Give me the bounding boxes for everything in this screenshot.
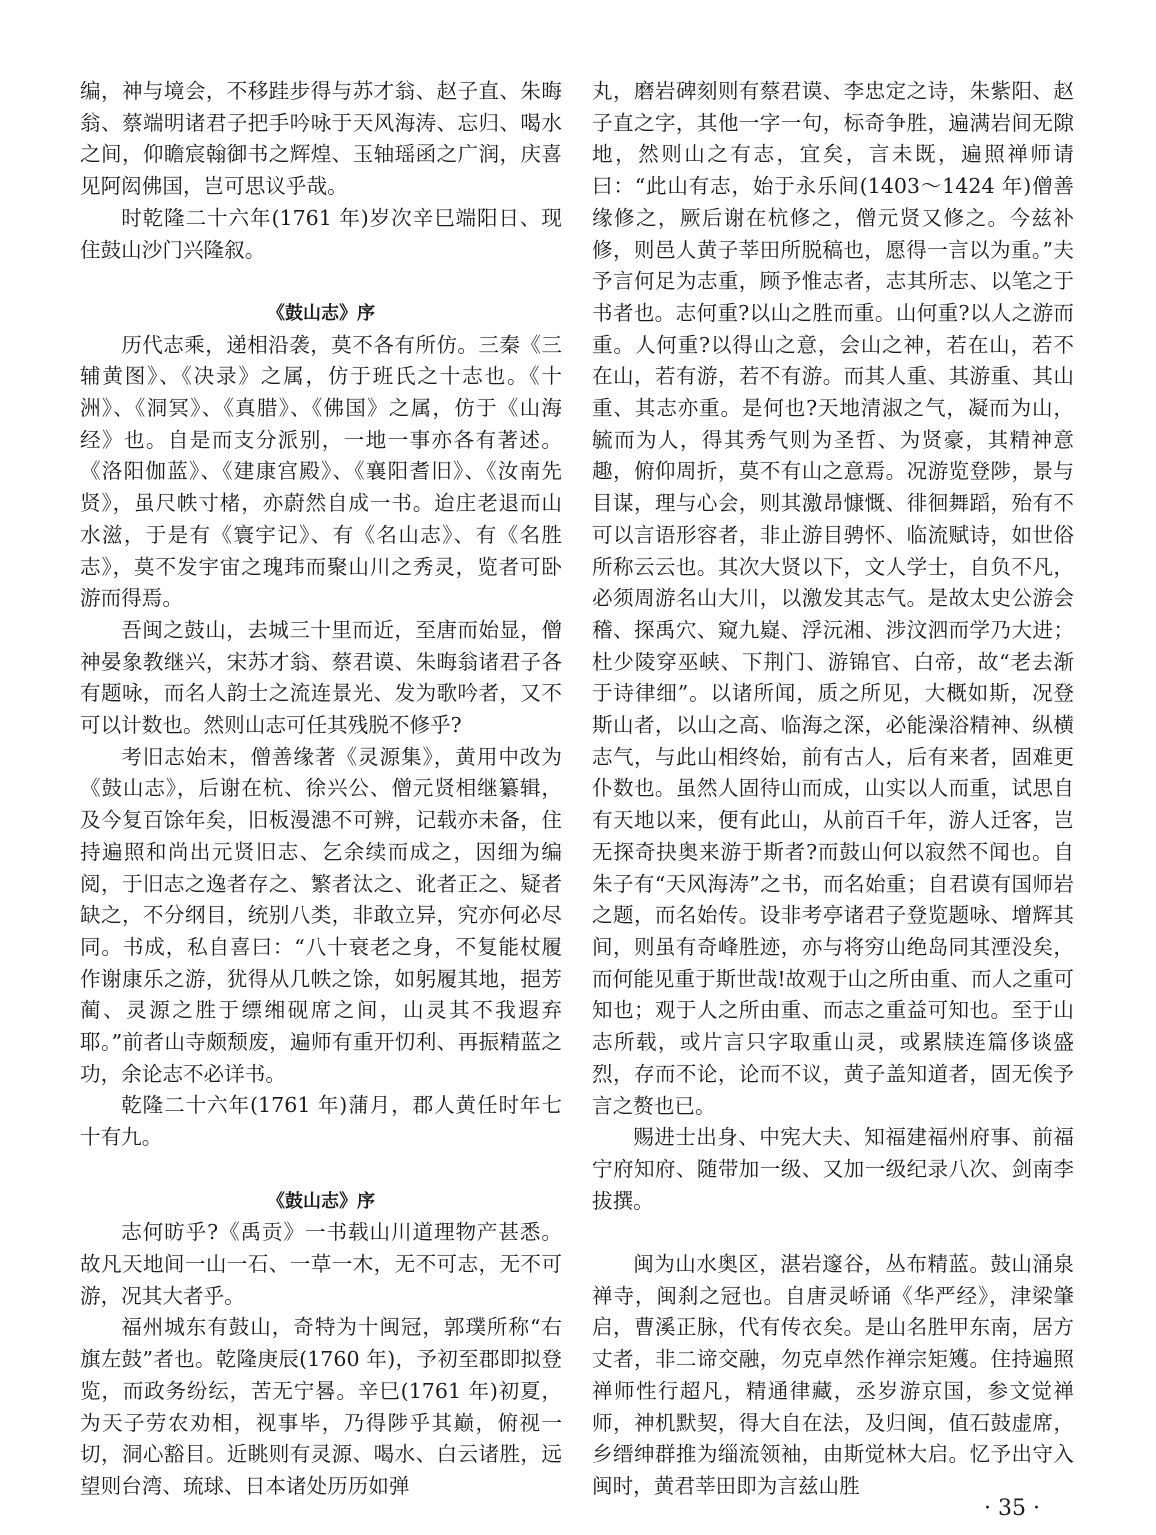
right-column bbox=[592, 76, 1074, 1503]
paragraph: 闽为山水奥区，湛岩邃谷，丛布精蓝。鼓山涌泉禅寺，闽刹之冠也。自唐灵峤诵《华严经》，津梁肇启，曹溪正脉，代有传衣矣。是山名胜甲东南，居方丈者，非二谛交融，勿克卓然作禅宗矩矱。住持遍照禅师性行超凡，精通律藏，丞岁游京国，参文觉禅师，神机默契，得大自在法，及归闽，值石鼓虚席，乡缙绅群推为缁流领袖，由斯觉林大启。忆予出守入闽时，黄君莘田即为言兹山胜 bbox=[592, 1252, 1074, 1498]
spacer bbox=[80, 1154, 562, 1186]
spacer bbox=[592, 1217, 1074, 1249]
paragraph: 乾隆二十六年(1761 年)蒲月，郡人黄任时年七十有九。 bbox=[80, 1093, 562, 1150]
paragraph: 志何昉乎?《禹贡》一书载山川道理物产甚悉。故凡天地间一山一石、一草一木，无不可志，无不可游，况其大者乎。 bbox=[80, 1220, 562, 1308]
spacer bbox=[80, 266, 562, 298]
paragraph: 赐进士出身、中宪大夫、知福建福州府事、前福宁府知府、随带加一级、又加一级纪录八次、剑南李拔撰。 bbox=[592, 1125, 1074, 1213]
paragraph: 福州城东有鼓山，奇特为十闽冠，郭璞所称“右旗左鼓”者也。乾隆庚辰(1760 年)，予初至郡即拟登览，而政务纷纭，苦无宁晷。辛巳(1761 年)初夏，为天子劳农劝相，视事毕，乃得陟乎其巅，俯视一切，洞心豁目。近眺则有灵源、喝水、白云诸胜，远望则台湾、琉球、日本诸处历历如弹 bbox=[80, 1315, 562, 1498]
paragraph: 考旧志始末，僧善缘著《灵源集》，黄用中改为《鼓山志》，后谢在杭、徐兴公、僧元贤相继纂辑，及今复百馀年矣，旧板漫漶不可辨，记载亦未备，住持遍照和尚出元贤旧志、乞余续而成之，因细为编阅，于旧志之逸者存之、繁者汰之、讹者正之、疑者缺之，不分纲目，统别八类，非敢立异，究亦何必尽同。书成，私自喜曰：“八十衰老之身，不复能杖履作谢康乐之游，犹得从几帙之馀，如躬履其地，挹芳蔺、灵源之胜于缥缃砚席之间，山灵其不我遐弃耶。”前者山寺颇颓废，遍师有重开忉利、再振精蓝之功，余论志不必详书。 bbox=[80, 744, 562, 1086]
page-number: · 35 · bbox=[984, 1496, 1040, 1521]
section-heading: 《鼓山志》序 bbox=[267, 1190, 375, 1212]
left-column bbox=[80, 76, 562, 1503]
section-heading: 《鼓山志》序 bbox=[267, 302, 375, 324]
paragraph: 丸，磨岩碑刻则有蔡君谟、李忠定之诗，朱紫阳、赵子直之字，其他一字一句，标奇争胜，遍满岩间无隙地，然则山之有志，宜矣，言未既，遍照禅师请曰：“此山有志，始于永乐间(1403～1424 年)僧善缘修之，厥后谢在杭修之，僧元贤又修之。今兹补修，则邑人黄子莘田所脱稿也，愿得一言以为重。”夫予言何足为志重，顾予惟志者，志其所志、以笔之于书者也。志何重?以山之胜而重。山何重?以人之游而重。人何重?以得山之意，会山之神，若在山，若不在山，若有游，若不有游。而其人重、其游重、其山重、其志亦重。是何也?天地清淑之气，凝而为山，毓而为人，得其秀气则为圣哲、为贤豪，其精神意趣，俯仰周折，莫不有山之意焉。况游览登陟，景与目谋，理与心会，则其激昂慷慨、徘徊舞蹈，殆有不可以言语形容者，非止游目骋怀、临流赋诗，如世俗所称云云也。其次大贤以下，文人学士，自负不凡，必须周游名山大川，以激发其志气。是故太史公游会稽、探禹穴、窥九嶷、浮沅湘、涉汶泗而学乃大进；杜少陵穿巫峡、下荆门、游锦官、白帝，故“老去渐于诗律细”。以诸所闻，质之所见，大概如斯，况登斯山者，以山之高、临海之深，必能澡浴精神、纵横志气，与此山相终始，前有古人，后有来者，固难更仆数也。虽然人固待山而成，山实以人而重，试思自有天地以来，便有此山，从前百千年，游人迁客，岂无探奇抉奥来游于斯者?而鼓山何以寂然不闻也。自朱子有“天风海涛”之书，而名始重；自君谟有国师岩之题，而名始传。设非考亭诸君子登览题咏、增辉其间，则虽有奇峰胜迹，亦与将穷山绝岛同其湮没矣，而何能见重于斯世哉!故观于山之所由重、而人之重可知也；观于人之所由重、而志之重益可知也。至于山志所载，或片言只字取重山灵，或累牍连篇侈谈盛烈，存而不论，论而不议，黄子盖知道者，固无俟予言之赘也已。 bbox=[592, 79, 1074, 1118]
paragraph: 历代志乘，递相沿袭，莫不各有所仿。三秦《三辅黄图》、《决录》之属，仿于班氏之十志也。《十洲》、《洞冥》、《真腊》、《佛国》之属，仿于《山海经》也。自是而支分派别，一地一事亦各有著述。《洛阳伽蓝》、《建康宫殿》、《襄阳耆旧》、《汝南先贤》，虽尺帙寸楮，亦蔚然自成一书。迨庄老退而山水滋，于是有《寰宇记》、有《名山志》、有《名胜志》，莫不发宇宙之瑰玮而聚山川之秀灵，览者可卧游而得焉。 bbox=[80, 332, 562, 611]
paragraph: 编，神与境会，不移跬步得与苏才翁、赵子直、朱晦翁、蔡端明诸君子把手吟咏于天风海涛、忘归、喝水之间，仰瞻宸翰御书之辉煌、玉轴瑶函之广润，庆喜见阿闳佛国，岂可思议乎哉。 bbox=[80, 79, 562, 199]
paragraph: 吾闽之鼓山，去城三十里而近，至唐而始显，僧神晏象教继兴，宋苏才翁、蔡君谟、朱晦翁诸君子各有题咏，而名人韵士之流连景光、发为歌吟者，又不可以计数也。然则山志可任其残脱不修乎? bbox=[80, 617, 562, 738]
paragraph: 时乾隆二十六年(1761 年)岁次辛巳端阳日、现住鼓山沙门兴隆叙。 bbox=[80, 205, 562, 262]
